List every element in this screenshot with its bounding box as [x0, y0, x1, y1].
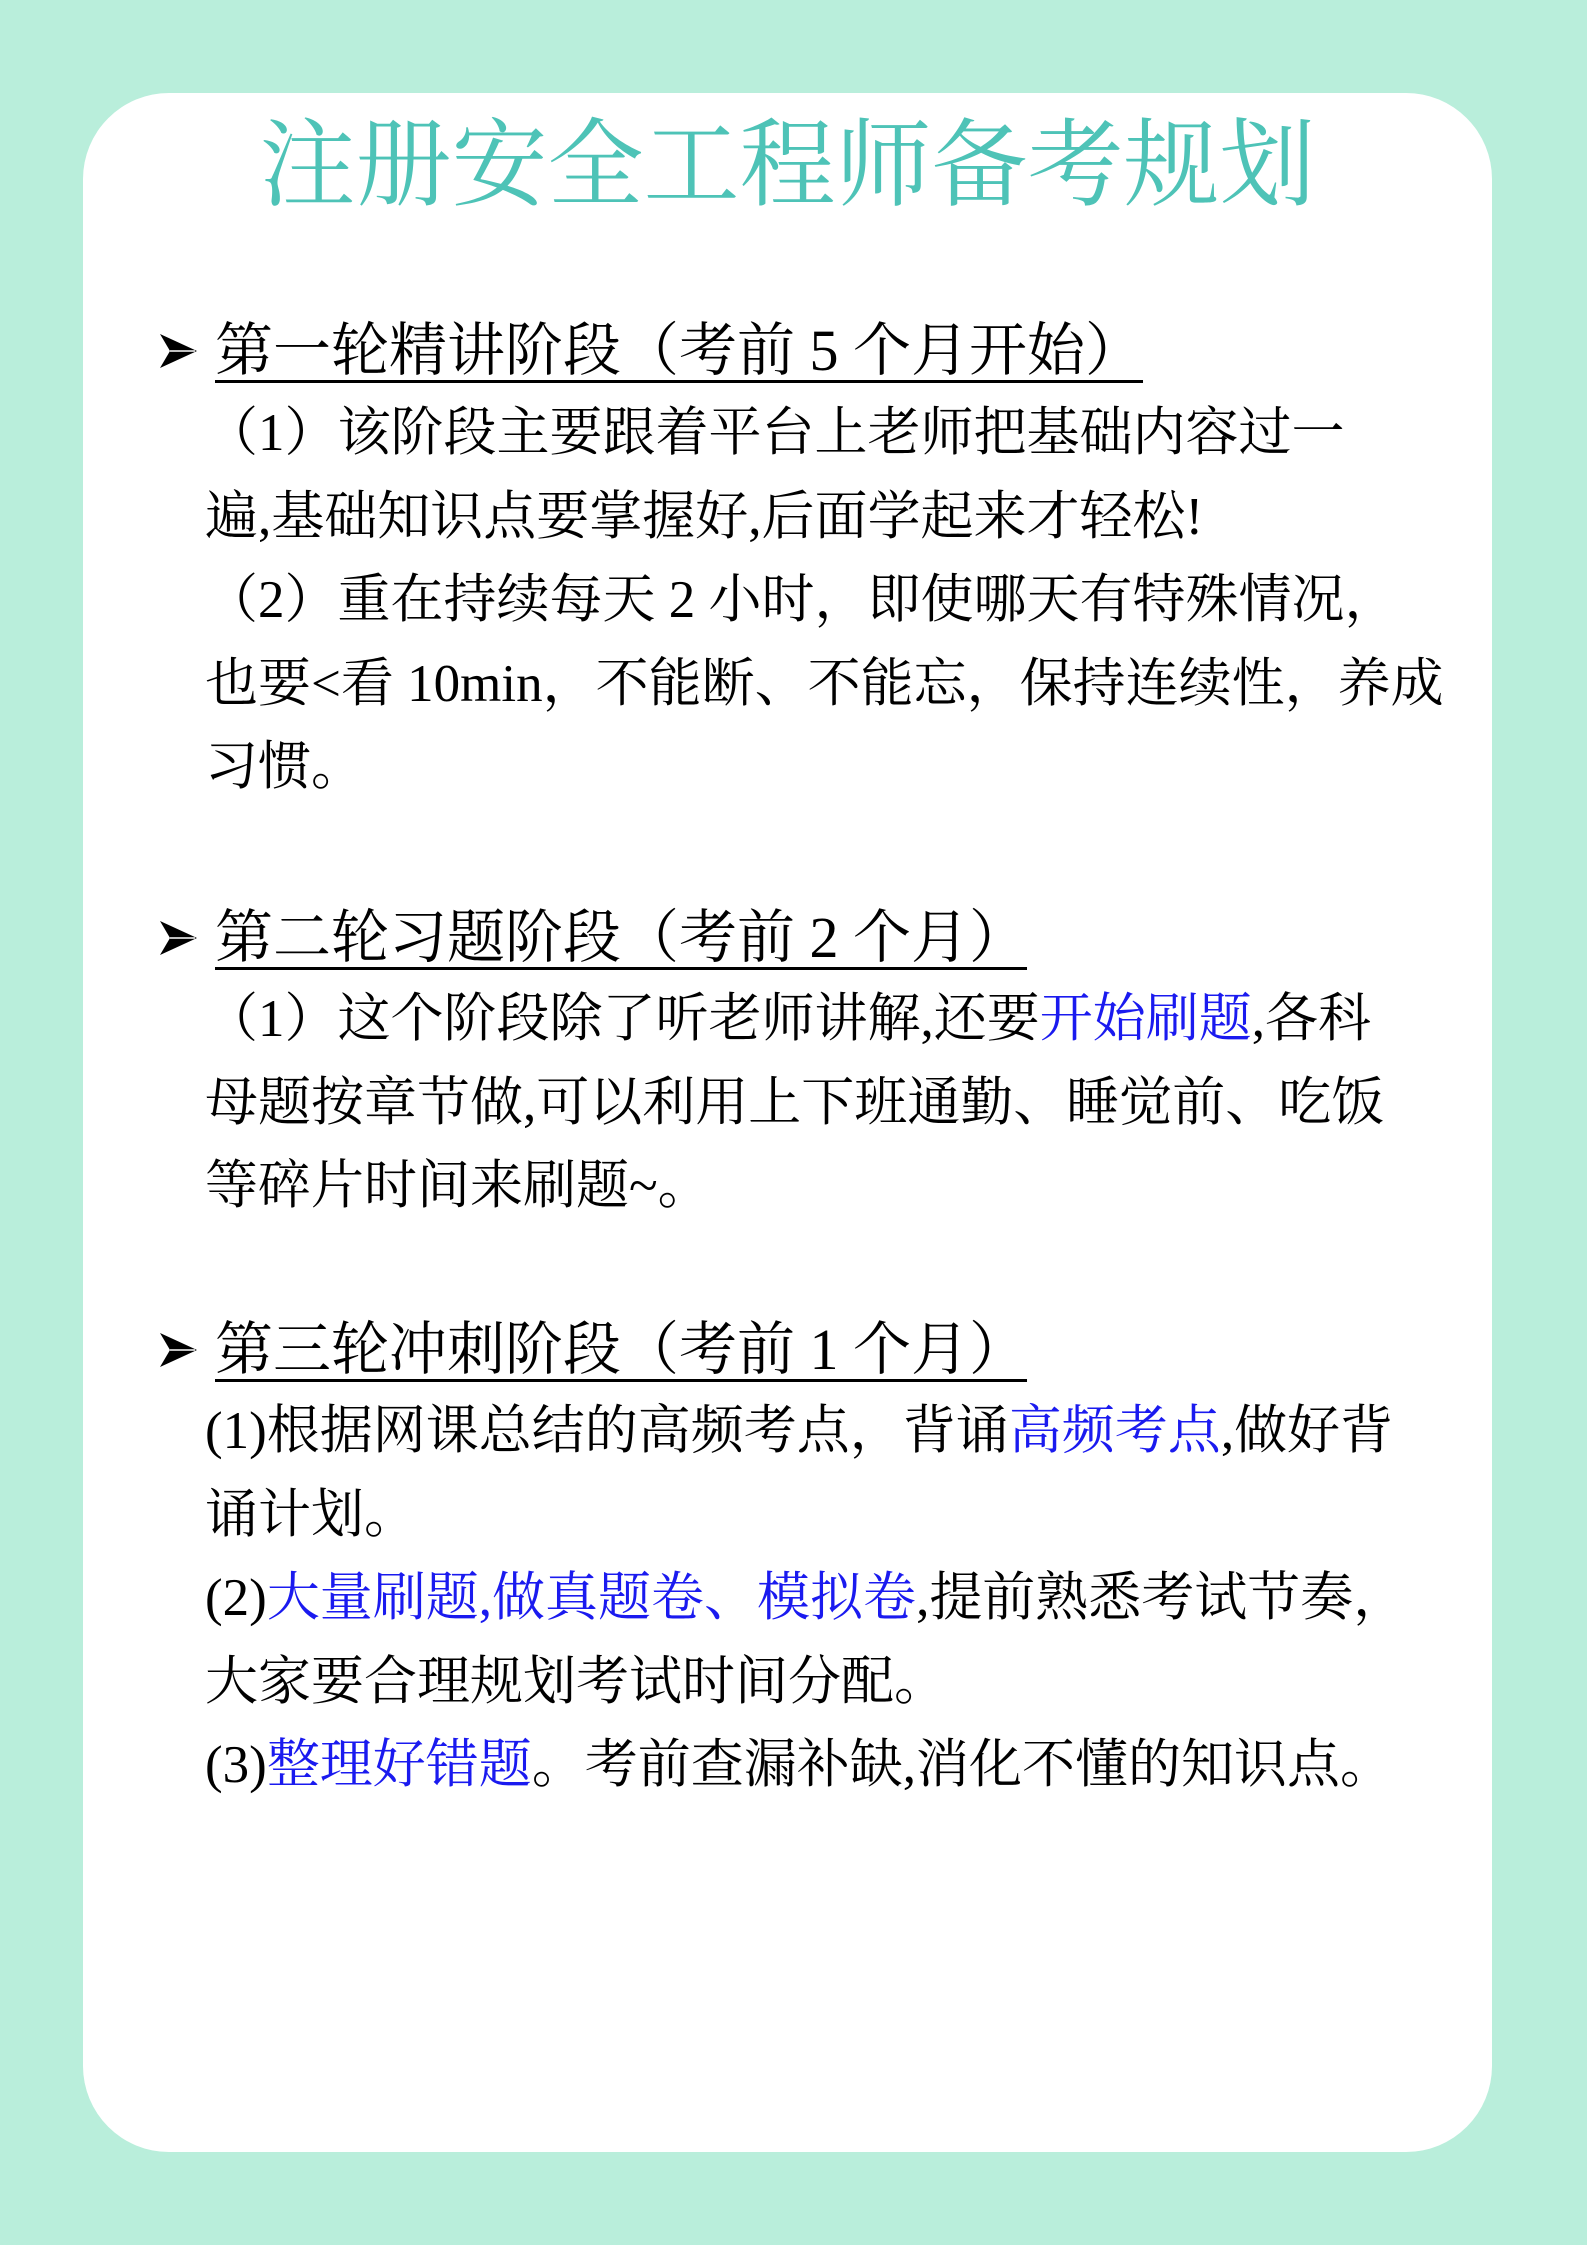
page-title: 注册安全工程师备考规划: [259, 109, 1316, 221]
body-line: [205, 559, 1444, 643]
highlight-text: 开始刷题: [1039, 990, 1252, 1048]
arrow-bullet-icon: [160, 334, 197, 368]
highlight-text: 高频考点: [1008, 1402, 1221, 1460]
text-segment: ,提前熟悉考试节奏，: [916, 1569, 1407, 1627]
arrow-bullet-icon: [160, 921, 197, 955]
heading-text: 第一轮精讲阶段（考前 5 个月开始）: [215, 318, 1144, 383]
section-body-1: [205, 392, 1444, 810]
section-body-3: [205, 1390, 1406, 1808]
body-line: [205, 1724, 1406, 1808]
section-heading-1: [160, 316, 1143, 386]
body-line: [205, 1474, 1406, 1558]
body-line: [205, 1641, 1406, 1725]
body-line: [205, 978, 1384, 1062]
section-heading-3: [160, 1315, 1027, 1385]
text-segment: 诵计划。: [205, 1485, 417, 1544]
highlight-text: 整理好错题: [266, 1736, 532, 1794]
text-segment: 等碎片时间来刷题~。: [205, 1157, 711, 1215]
text-segment: （2）重在持续每天 2 小时，即使哪天有特殊情况，: [205, 571, 1398, 629]
text-segment: 遍,基础知识点要掌握好,后面学起来才轻松!: [205, 487, 1204, 546]
body-line: [205, 726, 1444, 810]
arrow-bullet-icon: [160, 1333, 197, 1367]
heading-text: 第三轮冲刺阶段（考前 1 个月）: [215, 1317, 1028, 1382]
text-segment: 也要<看 10min，不能断、不能忘，保持连续性，养成: [205, 654, 1444, 713]
text-segment: （1）该阶段主要跟着平台上老师把基础内容过一: [205, 404, 1345, 462]
body-line: [205, 1557, 1406, 1641]
text-segment: 母题按章节做,可以利用上下班通勤、睡觉前、吃饭: [205, 1073, 1385, 1132]
highlight-text: 大量刷题,做真题卷、模拟卷: [266, 1569, 917, 1627]
body-line: [205, 392, 1444, 476]
body-line: [205, 476, 1444, 560]
section-heading-2: [160, 903, 1027, 973]
content-card: [83, 93, 1492, 2152]
body-line: [205, 1390, 1406, 1474]
text-segment: 习惯。: [205, 738, 364, 796]
text-segment: 。考前查漏补缺,消化不懂的知识点。: [531, 1736, 1394, 1794]
heading-text: 第二轮习题阶段（考前 2 个月）: [215, 905, 1028, 970]
body-line: [205, 1062, 1384, 1146]
text-segment: (2): [205, 1569, 267, 1627]
text-segment: 大家要合理规划考试时间分配。: [205, 1652, 947, 1711]
text-segment: ,做好背: [1220, 1402, 1394, 1460]
text-segment: (3): [205, 1736, 267, 1794]
body-line: [205, 643, 1444, 727]
text-segment: (1)根据网课总结的高频考点，背诵: [205, 1402, 1009, 1460]
text-segment: ,各科: [1251, 990, 1371, 1048]
section-body-2: [205, 978, 1384, 1229]
text-segment: （1）这个阶段除了听老师讲解,还要: [205, 990, 1040, 1048]
body-line: [205, 1145, 1384, 1229]
